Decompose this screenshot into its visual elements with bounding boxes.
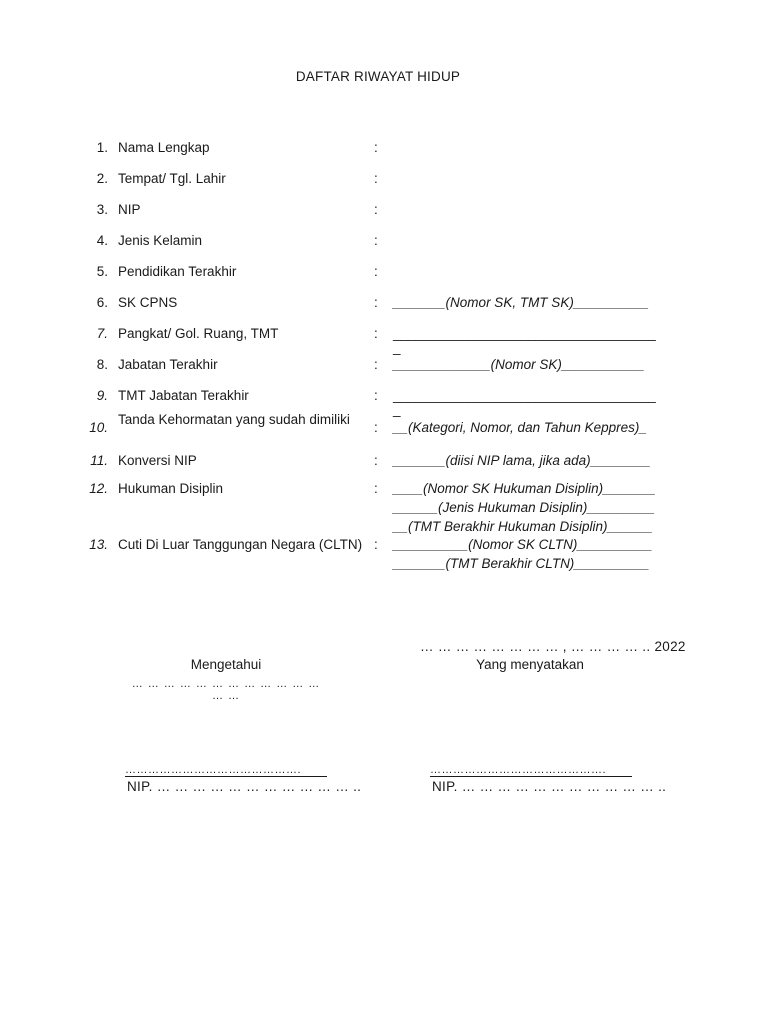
row-value-line: ____(Nomor SK Hukuman Disiplin)_______	[393, 481, 656, 496]
row-value-line: _	[393, 402, 401, 417]
signature-right-nip: NIP. … … … … … … … … … … … ..	[432, 779, 667, 794]
row-label: NIP	[118, 202, 141, 217]
row-colon: :	[374, 295, 378, 310]
document-title: DAFTAR RIWAYAT HIDUP	[295, 69, 461, 84]
row-value-line: _____________(Nomor SK)___________	[393, 357, 645, 372]
row-number: 11.	[90, 453, 108, 468]
row-value-line: __(Kategori, Nomor, dan Tahun Keppres)_	[393, 420, 647, 435]
row-colon: :	[374, 453, 378, 468]
signature-date-line: … … … … … … … … , … … … … .. 2022	[420, 639, 686, 654]
row-number: 12.	[89, 481, 108, 496]
row-value-line: _______(Nomor SK, TMT SK)__________	[393, 295, 649, 310]
row-number: 8.	[96, 357, 108, 372]
signature-left-title: Mengetahui	[190, 657, 262, 672]
row-colon: :	[374, 171, 378, 186]
row-colon: :	[374, 326, 378, 341]
signature-right-title: Yang menyatakan	[476, 657, 584, 672]
signature-left-nip: NIP. … … … … … … … … … … … ..	[127, 779, 362, 794]
row-number: 7.	[96, 326, 108, 341]
row-colon: :	[374, 537, 378, 552]
row-number: 10.	[89, 420, 108, 435]
row-number: 3.	[96, 202, 108, 217]
row-colon: :	[374, 233, 378, 248]
row-label: Konversi NIP	[118, 453, 197, 468]
row-label: Hukuman Disiplin	[118, 481, 224, 496]
row-colon: :	[374, 420, 378, 435]
row-colon: :	[374, 264, 378, 279]
row-number: 9.	[96, 388, 108, 403]
row-label: Tempat/ Tgl. Lahir	[118, 171, 226, 186]
signature-left-position: … … … … … … … … … … … … … …	[131, 678, 321, 702]
row-number: 5.	[96, 264, 108, 279]
row-label: Cuti Di Luar Tanggungan Negara (CLTN)	[118, 537, 363, 552]
row-value-line: __________(Nomor SK CLTN)__________	[393, 537, 653, 552]
row-label: TMT Jabatan Terakhir	[118, 388, 249, 403]
row-label: Jenis Kelamin	[118, 233, 203, 248]
row-colon: :	[374, 481, 378, 496]
row-number: 2.	[96, 171, 108, 186]
row-label: Pendidikan Terakhir	[118, 264, 237, 279]
row-value-line: ___________________________________	[393, 326, 656, 341]
row-value-line: _	[393, 340, 401, 355]
row-label: Jabatan Terakhir	[118, 357, 218, 372]
row-colon: :	[374, 140, 378, 155]
row-label: Tanda Kehormatan yang sudah dimiliki	[118, 412, 350, 427]
row-value-line: ______(Jenis Hukuman Disiplin)_________	[393, 500, 655, 515]
row-number: 1.	[96, 140, 108, 155]
row-colon: :	[374, 388, 378, 403]
row-colon: :	[374, 202, 378, 217]
signature-left-name-line: ……………………………………….	[125, 764, 327, 777]
row-number: 6.	[96, 295, 108, 310]
row-value-line: _______(TMT Berakhir CLTN)__________	[393, 556, 650, 571]
row-value-line: ___________________________________	[393, 388, 656, 403]
row-number: 4.	[96, 233, 108, 248]
row-value-line: __(TMT Berakhir Hukuman Disiplin)______	[393, 519, 653, 534]
row-colon: :	[374, 357, 378, 372]
signature-right-name-line: ……………………………………….	[430, 764, 632, 777]
row-label: Pangkat/ Gol. Ruang, TMT	[118, 326, 279, 341]
row-label: Nama Lengkap	[118, 140, 210, 155]
row-label: SK CPNS	[118, 295, 178, 310]
row-value-line: _______(diisi NIP lama, jika ada)________	[393, 453, 651, 468]
row-number: 13.	[89, 537, 108, 552]
